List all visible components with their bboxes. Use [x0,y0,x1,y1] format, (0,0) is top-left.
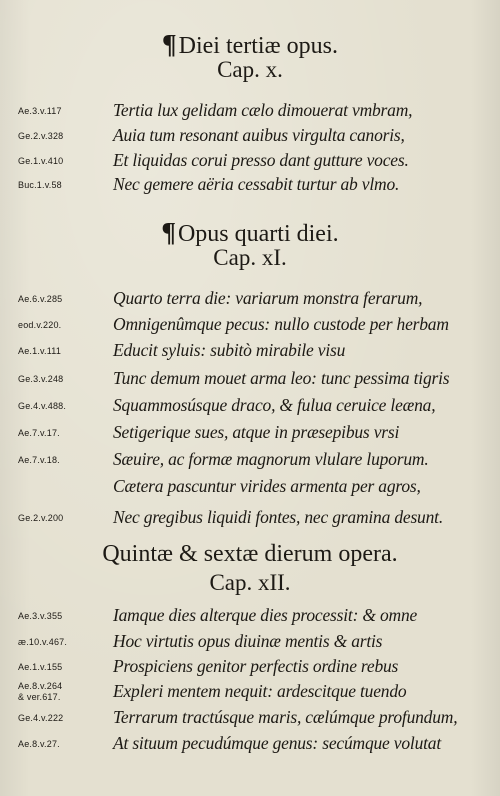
margin-reference: Ae.8.v.264 [18,681,63,691]
verse-line: Nec gemere aëria cessabit turtur ab vlmo. [113,174,400,194]
chapter-label: Cap. xII. [209,570,291,595]
margin-reference: Buc.1.v.58 [18,180,62,190]
verse-line: Cætera pascuntur virides armenta per agros, [113,476,421,496]
margin-reference: æ.10.v.467. [18,637,68,647]
chapter-label: Cap. x. [217,57,283,82]
margin-reference: Ge.4.v.488. [18,401,67,411]
verse-line: Hoc virtutis opus diuinæ mentis & artis [113,631,383,651]
margin-reference: eod.v.220. [18,320,62,330]
verse-line: Expleri mentem nequit: ardescitque tuendo [113,681,407,701]
margin-reference: Ae.1.v.111 [18,346,62,356]
section-title: Quintæ & sextæ dierum opera. [102,541,398,567]
verse-line: Quarto terra die: variarum monstra ferarum, [113,288,423,308]
section-heading [0,540,500,568]
margin-reference: Ae.3.v.117 [18,106,62,116]
verse-line: Terrarum tractúsque maris, cælúmque profundum, [113,707,458,727]
verse-line: Iamque dies alterque dies processit: & omne [113,605,418,625]
margin-reference: Ge.3.v.248 [18,374,64,384]
verse-line: Sæuire, ac formæ magnorum vlulare luporum. [113,449,429,469]
margin-reference: Ge.2.v.328 [18,131,64,141]
verse-line: Tunc demum mouet arma leo: tunc pessima tigris [113,368,450,388]
margin-reference: Ae.7.v.18. [18,455,60,465]
margin-reference: Ge.2.v.200 [18,513,64,523]
verse-line: Auia tum resonant auibus virgulta canoris, [113,125,405,145]
verse-line: Squammosúsque draco, & fulua ceruice leæna, [113,395,436,415]
pilcrow-icon: ¶ [161,217,176,247]
margin-reference: Ae.7.v.17. [18,428,60,438]
verse-line: Educit syluis: subitò mirabile visu [113,340,346,360]
verse-line: Omnigenûmque pecus: nullo custode per herbam [113,314,449,334]
pilcrow-icon: ¶ [162,29,177,59]
verse-line: Et liquidas corui presso dant gutture voces. [113,150,409,170]
section-title: Diei tertiæ opus. [178,33,338,59]
margin-reference: Ae.8.v.27. [18,739,60,749]
verse-line: Setigerique sues, atque in præsepibus vrsi [113,422,400,442]
chapter-label: Cap. xI. [213,245,287,270]
margin-reference: Ae.1.v.155 [18,662,63,672]
verse-line: Nec gregibus liquidi fontes, nec gramina desunt. [113,507,443,527]
verse-line: Prospiciens genitor perfectis ordine rebus [113,656,399,676]
verse-line: Tertia lux gelidam cælo dimouerat vmbram, [113,100,413,120]
margin-reference: Ae.3.v.355 [18,611,63,621]
margin-reference: Ge.1.v.410 [18,156,64,166]
margin-reference: & ver.617. [18,692,61,702]
margin-reference: Ae.6.v.285 [18,294,63,304]
verse-line: At situum pecudúmque genus: secúmque volutat [113,733,441,753]
section-title: Opus quarti diei. [177,221,339,247]
margin-reference: Ge.4.v.222 [18,713,64,723]
